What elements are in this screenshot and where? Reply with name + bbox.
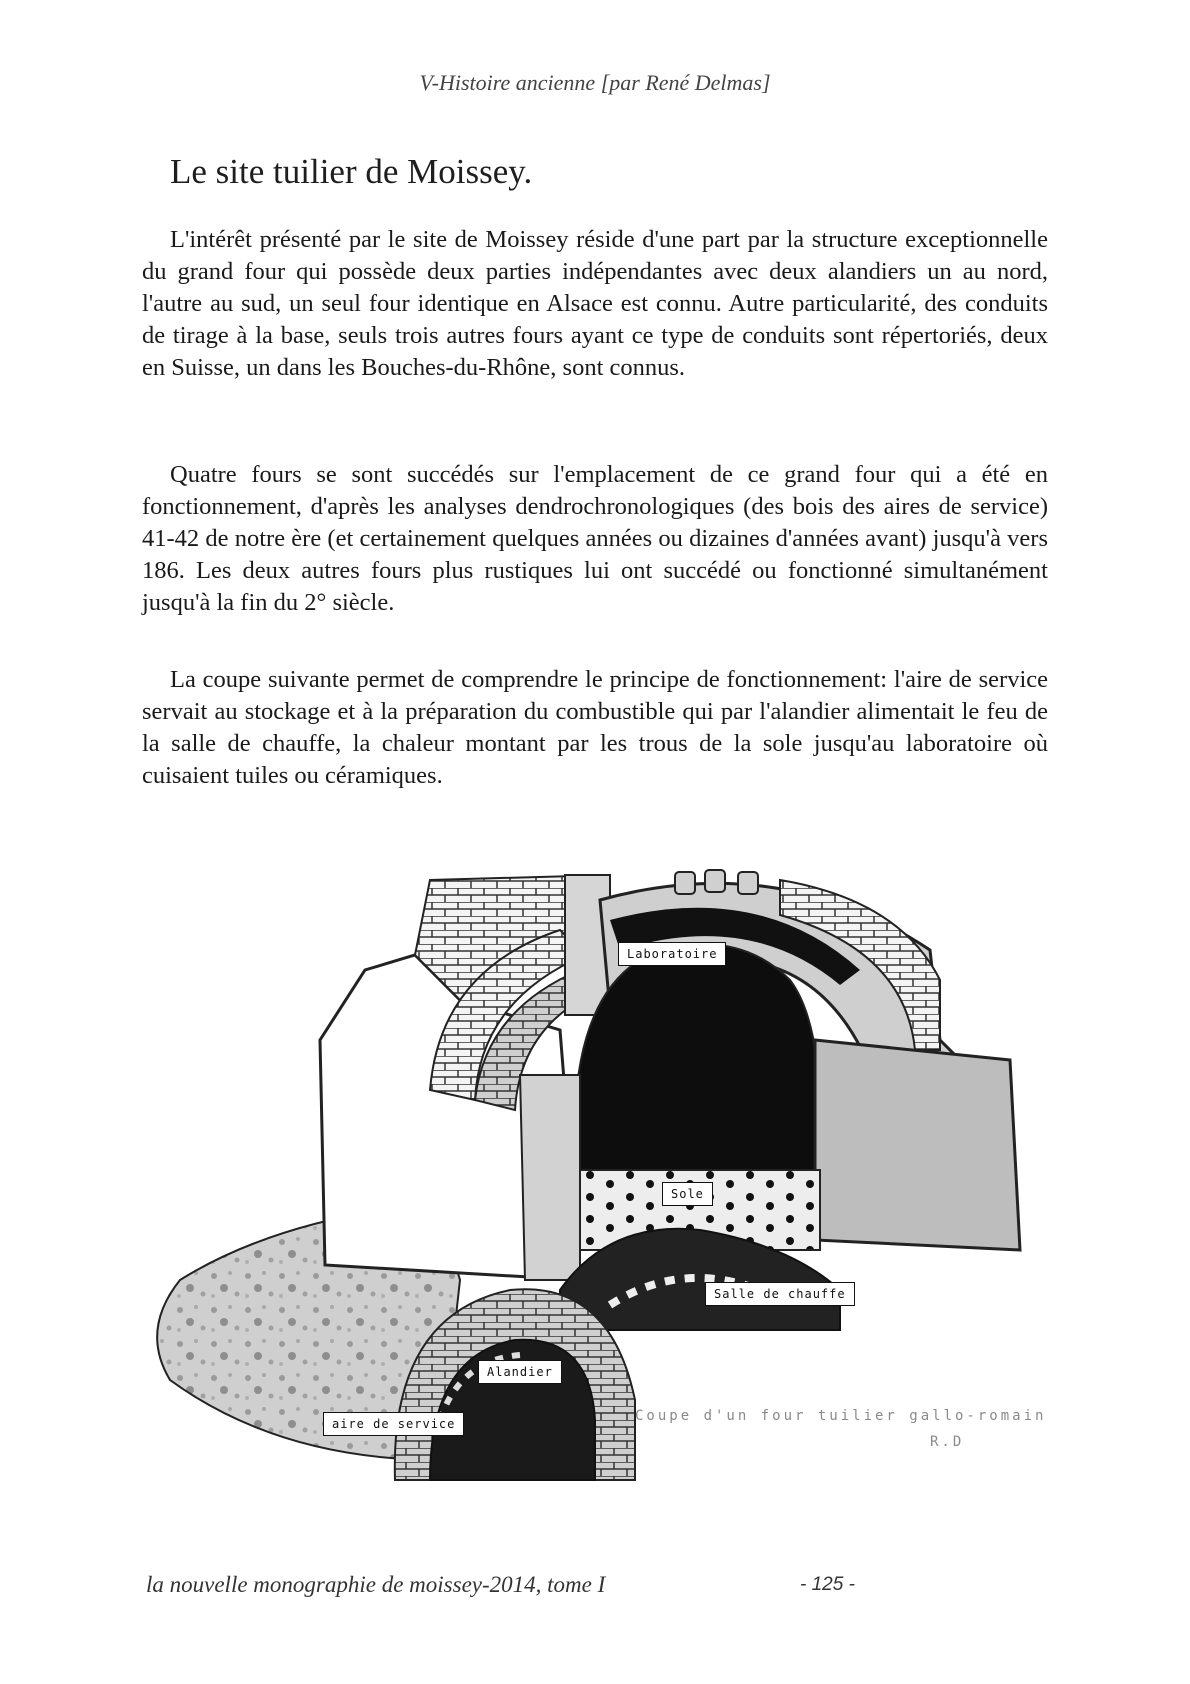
kiln-illustration bbox=[140, 860, 1050, 1500]
article-title: Le site tuilier de Moissey. bbox=[170, 152, 533, 191]
label-aire-de-service: aire de service bbox=[323, 1412, 464, 1436]
figure-credit: R.D bbox=[930, 1434, 965, 1450]
footer-publication: la nouvelle monographie de moissey-2014, tome I bbox=[146, 1572, 606, 1597]
kiln-cross-section-figure bbox=[140, 860, 1050, 1500]
figure-caption: Coupe d'un four tuilier gallo-romain bbox=[635, 1408, 1047, 1424]
label-laboratoire: Laboratoire bbox=[618, 942, 726, 966]
label-salle-de-chauffe: Salle de chauffe bbox=[705, 1282, 855, 1306]
label-alandier: Alandier bbox=[478, 1360, 562, 1384]
paragraph-2: Quatre fours se sont succédés sur l'emplacement de ce grand four qui a été en fonctionnement, d'après les analyses dendrochronologiques (des bois des aires de service) 41-42 de notre ère (et certainement quelques années ou dizaines d'années avant) jusqu'à vers 186. Les deux autres fours plus rustiques lui ont succédé ou fonctionné simultanément jusqu'à la fin du 2° siècle. bbox=[142, 461, 1048, 616]
paragraph-1: L'intérêt présenté par le site de Moissey réside d'une part par la structure exceptionnelle du grand four qui possède deux parties indépendantes avec deux alandiers un au nord, l'autre au sud, un seul four identique en Alsace est connu. Autre particularité, des conduits de tirage à la base, seuls trois autres fours ayant ce type de conduits sont répertoriés, deux en Suisse, un dans les Bouches-du-Rhône, sont connus. bbox=[142, 226, 1048, 381]
running-header: V-Histoire ancienne [par René Delmas] bbox=[419, 70, 771, 95]
page-number: - 125 - bbox=[800, 1574, 855, 1595]
label-sole: Sole bbox=[662, 1182, 713, 1206]
paragraph-3: La coupe suivante permet de comprendre le principe de fonctionnement: l'aire de service servait au stockage et à la préparation du combustible qui par l'alandier alimentait le feu de la salle de chauffe, la chaleur montant par les trous de la sole jusqu'au laboratoire où cuisaient tuiles ou céramiques. bbox=[142, 666, 1048, 789]
